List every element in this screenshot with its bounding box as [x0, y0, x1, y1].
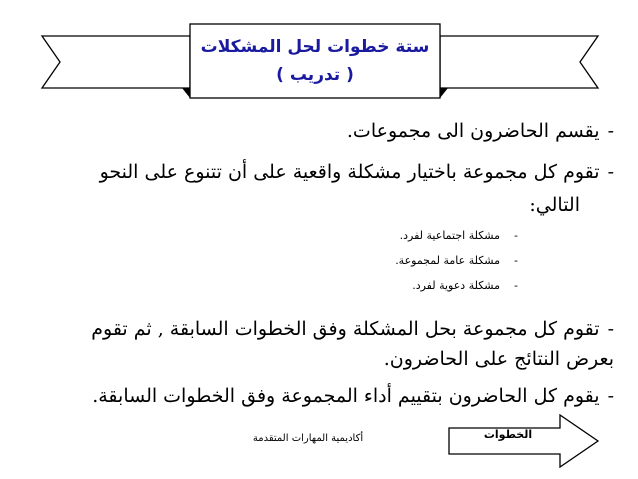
body-line-3a: -تقوم كل مجموعة بحل المشكلة وفق الخطوات السابقة , ثم تقوم	[91, 318, 614, 340]
bullet-dash: -	[514, 254, 518, 267]
bullet-dash: -	[607, 385, 614, 407]
banner-title: ستة خطوات لحل المشكلات	[200, 37, 430, 57]
bullet-dash: -	[607, 161, 614, 183]
body-line-1: -يقسم الحاضرون الى مجموعات.	[346, 120, 614, 142]
bullet-dash: -	[514, 229, 518, 242]
sub-item: -مشكلة عامة لمجموعة.	[395, 254, 518, 267]
arrow-right-icon	[449, 415, 598, 467]
banner-title-group	[190, 25, 440, 97]
bullet-dash: -	[514, 279, 518, 292]
body-line-2b: التالي:	[529, 194, 580, 216]
banner-right-fold	[440, 88, 448, 98]
banner-left-tail	[42, 36, 190, 88]
bullet-dash: -	[607, 120, 614, 142]
bullet-dash: -	[607, 318, 614, 340]
body-line-2a: -تقوم كل مجموعة باختيار مشكلة واقعية على أن تتنوع على النحو	[99, 161, 614, 183]
sub-item: -مشكلة اجتماعية لفرد.	[399, 229, 518, 242]
body-line-4: -يقوم كل الحاضرون بتقييم أداء المجموعة وفق الخطوات السابقة.	[92, 385, 614, 407]
banner-left-fold	[182, 88, 190, 98]
body-line-3b: بعرض النتائج على الحاضرون.	[383, 348, 614, 370]
banner-right-tail	[440, 36, 598, 88]
academy-footer: أكاديمية المهارات المتقدمة	[252, 433, 364, 444]
sub-item: -مشكلة دعوية لفرد.	[412, 279, 518, 292]
banner-subtitle: ( تدريب )	[276, 65, 354, 85]
steps-arrow-label: الخطوات	[483, 428, 533, 441]
steps-arrow-button[interactable]	[448, 414, 600, 468]
